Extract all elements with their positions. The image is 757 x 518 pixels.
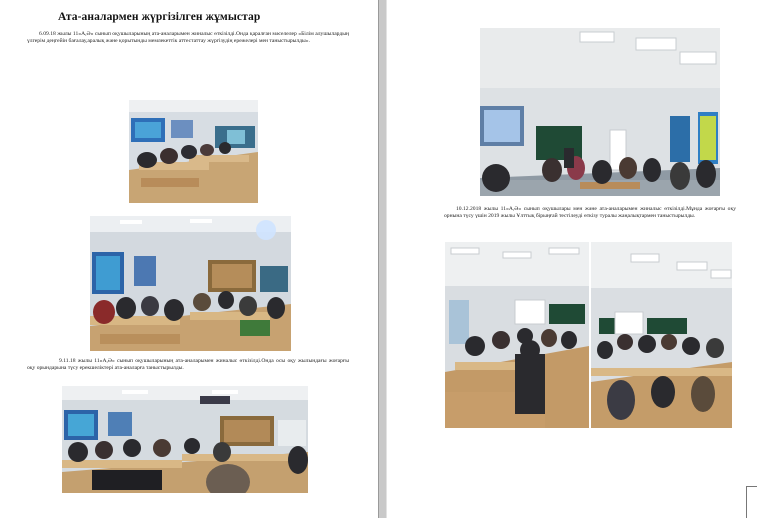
- page-gutter: [378, 0, 387, 518]
- meeting-photo-small: [129, 100, 258, 203]
- left-page: [0, 0, 378, 518]
- meeting-photo-pair-left: [445, 242, 589, 428]
- page-corner-mark: [746, 486, 757, 518]
- page-title: Ата-аналармен жүргізілген жұмыстар: [58, 11, 261, 23]
- paragraph-meeting-dec: 10.12.2018 жылы 11«А,Ә» сынып оқушылары мен және ата-аналарымен жиналыс өткізілді.Мұнда жоғарғы оқу орнына түсу үшін 2019 жылы Ұлттық бірыңғай тестілеуді өткізу туралы жаңалықтармен таныстырылды.: [444, 206, 736, 220]
- paragraph-meeting-sept: 6.09.18 жылы 11«А,Ә» сынып оқушыларының ата-аналарымен жиналыс өткізілді.Онда қаралған мәселелер «Білім алушылардың үлгерім деңгейін бағалау,аралық және қорытынды мемлекеттік аттестаттау жүргізудің ережелері мен таныстырылды».: [27, 31, 349, 45]
- meeting-photo-bottom-left: [62, 386, 308, 493]
- meeting-photo-top-right: [480, 28, 720, 196]
- meeting-photo-pair-right: [591, 242, 732, 428]
- paragraph-meeting-nov: 9.11.18 жылы 11«А,Ә» сынып оқушыларының ата-аналарымен жиналыс өткізілді.Онда осы оқу жылындағы жоғарғы оқу орындарына түсу ерекшеліктері ата-аналарға таныстырылды.: [27, 358, 349, 372]
- meeting-photo-wide: [90, 216, 291, 351]
